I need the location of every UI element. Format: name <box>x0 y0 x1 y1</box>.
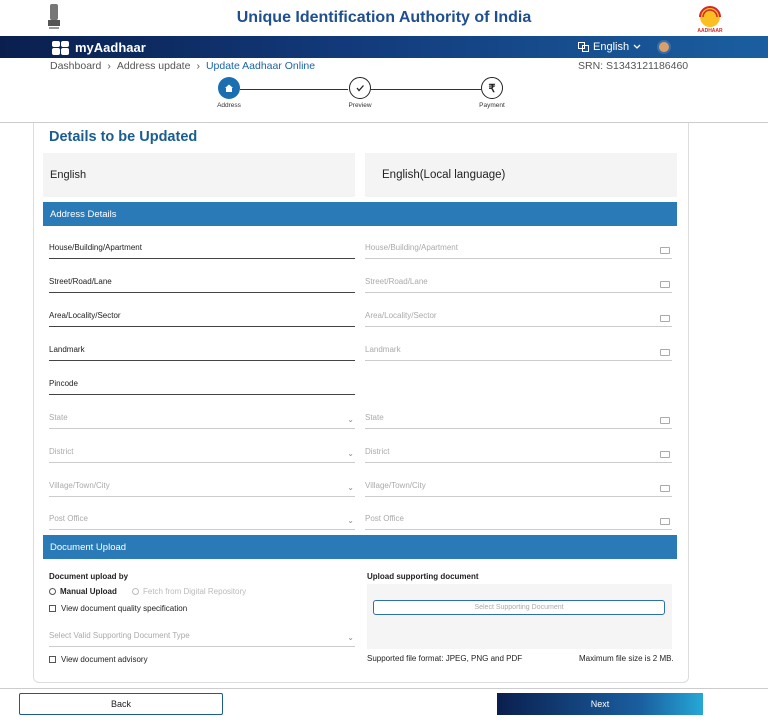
pincode-input[interactable] <box>49 372 355 395</box>
doc-upload-by-label: Document upload by <box>49 572 129 581</box>
chevron-down-icon: ⌄ <box>347 516 354 525</box>
breadcrumb-dashboard[interactable]: Dashboard <box>50 60 102 72</box>
house-local-label: House/Building/Apartment <box>365 243 458 252</box>
back-button[interactable]: Back <box>19 693 223 715</box>
area-local-input[interactable] <box>365 304 672 327</box>
aadhaar-logo <box>692 3 728 33</box>
quality-spec-checkbox[interactable] <box>49 604 187 613</box>
landmark-local-input[interactable] <box>365 338 672 361</box>
landmark-local-label: Landmark <box>365 345 401 354</box>
state-local-label: State <box>365 413 384 422</box>
fetch-digital-radio[interactable] <box>132 587 246 596</box>
stepper-line <box>371 89 481 90</box>
advisory-checkbox[interactable] <box>49 655 148 664</box>
step-address <box>218 77 240 99</box>
chevron-down-icon: ⌄ <box>347 633 354 642</box>
landmark-input[interactable] <box>49 338 355 361</box>
chevron-down-icon: ⌄ <box>347 415 354 424</box>
district-local-input[interactable] <box>365 440 672 463</box>
select-supporting-document-button[interactable]: Select Supporting Document <box>373 600 665 615</box>
keyboard-icon[interactable] <box>660 451 670 458</box>
brand[interactable] <box>52 40 146 55</box>
street-local-input[interactable] <box>365 270 672 293</box>
next-button[interactable]: Next <box>497 693 703 715</box>
village-local-input[interactable] <box>365 474 672 497</box>
breadcrumb <box>50 60 315 72</box>
state-select[interactable] <box>49 406 355 429</box>
breadcrumb-separator: › <box>196 60 200 72</box>
navbar <box>0 36 768 58</box>
step-payment <box>481 77 503 99</box>
landmark-label: Landmark <box>49 345 85 354</box>
home-icon <box>224 83 234 93</box>
rupee-icon: ₹ <box>488 82 496 95</box>
manual-upload-radio[interactable] <box>49 587 117 596</box>
manual-upload-label: Manual Upload <box>60 587 117 596</box>
document-type-label: Select Valid Supporting Document Type <box>49 631 190 640</box>
quality-spec-label: View document quality specification <box>61 604 188 613</box>
radio-icon <box>49 588 56 595</box>
language-selector[interactable] <box>578 41 641 53</box>
keyboard-icon[interactable] <box>660 485 670 492</box>
keyboard-icon[interactable] <box>660 349 670 356</box>
keyboard-icon[interactable] <box>660 315 670 322</box>
file-format-note: Supported file format: JPEG, PNG and PDF <box>367 654 523 663</box>
step-preview <box>349 77 371 99</box>
district-select[interactable] <box>49 440 355 463</box>
district-label: District <box>49 447 74 456</box>
step-label-address: Address <box>217 102 241 109</box>
aadhaar-logo-text: AADHAAR <box>697 28 723 33</box>
form-title: Details to be Updated <box>49 129 198 145</box>
checkbox-icon <box>49 605 56 612</box>
post-office-local-label: Post Office <box>365 514 404 523</box>
area-local-label: Area/Locality/Sector <box>365 311 437 320</box>
upload-dropzone <box>367 584 672 649</box>
stepper-line <box>240 89 348 90</box>
column-header-english: English <box>43 153 355 197</box>
keyboard-icon[interactable] <box>660 281 670 288</box>
column-header-local: English(Local language) <box>365 153 677 197</box>
state-local-input[interactable] <box>365 406 672 429</box>
state-label: State <box>49 413 68 422</box>
village-select[interactable] <box>49 474 355 497</box>
house-input[interactable] <box>49 236 355 259</box>
top-header <box>0 0 768 36</box>
breadcrumb-separator: › <box>107 60 111 72</box>
keyboard-icon[interactable] <box>660 518 670 525</box>
breadcrumb-address-update[interactable]: Address update <box>116 60 191 72</box>
street-input[interactable] <box>49 270 355 293</box>
fetch-digital-label: Fetch from Digital Repository <box>143 587 247 596</box>
post-office-label: Post Office <box>49 514 88 523</box>
step-label-payment: Payment <box>479 102 505 109</box>
brand-label: myAadhaar <box>75 40 146 55</box>
upload-supporting-label: Upload supporting document <box>367 572 479 581</box>
chevron-down-icon <box>633 44 641 50</box>
check-icon <box>355 83 365 93</box>
srn-number: SRN: S1343121186460 <box>578 60 689 72</box>
step-label-preview: Preview <box>348 102 372 109</box>
translate-icon <box>578 42 589 52</box>
district-local-label: District <box>365 447 390 456</box>
post-office-local-input[interactable] <box>365 507 672 530</box>
area-input[interactable] <box>49 304 355 327</box>
address-details-header: Address Details <box>43 202 677 226</box>
house-label: House/Building/Apartment <box>49 243 142 252</box>
apps-grid-icon <box>52 41 69 55</box>
breadcrumb-current: Update Aadhaar Online <box>205 60 316 72</box>
area-label: Area/Locality/Sector <box>49 311 121 320</box>
language-label: English <box>593 41 630 53</box>
max-size-note: Maximum file size is 2 MB. <box>579 654 674 663</box>
village-label: Village/Town/City <box>49 481 110 490</box>
post-office-select[interactable] <box>49 507 355 530</box>
advisory-label: View document advisory <box>61 655 148 664</box>
street-label: Street/Road/Lane <box>49 277 112 286</box>
house-local-input[interactable] <box>365 236 672 259</box>
radio-icon <box>132 588 139 595</box>
document-upload-header: Document Upload <box>43 535 677 559</box>
user-avatar[interactable] <box>657 40 671 54</box>
chevron-down-icon: ⌄ <box>347 449 354 458</box>
village-local-label: Village/Town/City <box>365 481 426 490</box>
street-local-label: Street/Road/Lane <box>365 277 428 286</box>
site-title: Unique Identification Authority of India <box>236 9 532 26</box>
keyboard-icon[interactable] <box>660 247 670 254</box>
chevron-down-icon: ⌄ <box>347 483 354 492</box>
checkbox-icon <box>49 656 56 663</box>
document-type-select[interactable] <box>49 624 355 647</box>
divider <box>0 688 768 689</box>
keyboard-icon[interactable] <box>660 417 670 424</box>
pincode-label: Pincode <box>49 379 78 388</box>
